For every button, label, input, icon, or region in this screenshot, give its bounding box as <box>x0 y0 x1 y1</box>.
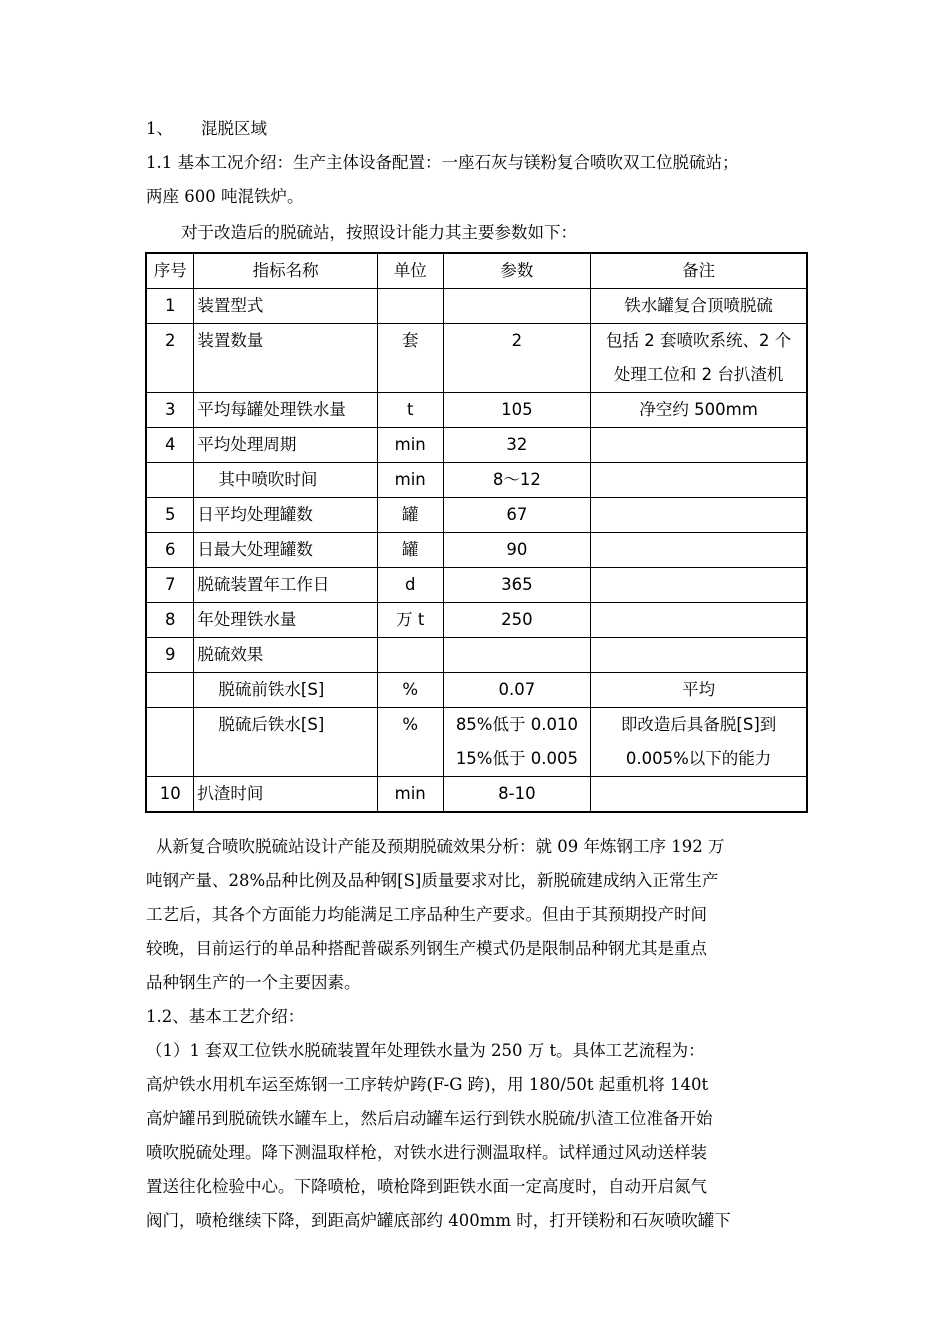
cell-note <box>591 708 807 777</box>
cell-param: 250 <box>443 603 591 638</box>
cell-no: 10 <box>146 777 194 813</box>
cell-param: 105 <box>443 393 591 428</box>
cell-no: 4 <box>146 428 194 463</box>
text-line: 喷吹脱硫处理。降下测温取样枪，对铁水进行测温取样。试样通过风动送样装 <box>146 1143 707 1162</box>
table-row <box>146 568 807 603</box>
cell-no: 2 <box>146 324 194 393</box>
cell-no: 9 <box>146 638 194 673</box>
cell-param <box>443 638 591 673</box>
header-unit: 单位 <box>377 253 443 289</box>
cell-name: 日平均处理罐数 <box>194 498 377 533</box>
analysis-paragraph <box>146 830 814 1000</box>
table-row <box>146 777 807 813</box>
table-row <box>146 324 807 393</box>
cell-note <box>591 324 807 393</box>
table-row <box>146 673 807 708</box>
cell-note-line: 0.005%以下的能力 <box>625 749 772 768</box>
text-line: 阀门，喷枪继续下降，到距高炉罐底部约 400mm 时，打开镁粉和石灰喷吹罐下 <box>146 1211 731 1230</box>
header-no: 序号 <box>146 253 194 289</box>
cell-unit: min <box>377 428 443 463</box>
text-line: 高炉罐吊到脱硫铁水罐车上，然后启动罐车运行到铁水脱硫/扒渣工位准备开始 <box>146 1109 713 1128</box>
text-line: 品种钢生产的一个主要因素。 <box>146 973 361 992</box>
cell-no: 8 <box>146 603 194 638</box>
text-line: 吨钢产量、28%品种比例及品种钢[S]质量要求对比，新脱硫建成纳入正常生产 <box>146 871 719 890</box>
cell-note: 铁水罐复合顶喷脱硫 <box>591 289 807 324</box>
cell-unit <box>377 638 443 673</box>
text-line: 工艺后，其各个方面能力均能满足工序品种生产要求。但由于其预期投产时间 <box>146 905 707 924</box>
section-number: 1、 <box>146 119 173 138</box>
intro-line-1: 1.1 基本工况介绍：生产主体设备配置：一座石灰与镁粉复合喷吹双工位脱硫站； <box>146 153 739 172</box>
cell-no: 5 <box>146 498 194 533</box>
cell-note <box>591 428 807 463</box>
table-row <box>146 498 807 533</box>
cell-unit: 罐 <box>377 533 443 568</box>
cell-param: 2 <box>443 324 591 393</box>
cell-unit: 万 t <box>377 603 443 638</box>
cell-no <box>146 673 194 708</box>
cell-unit: % <box>377 708 443 777</box>
cell-name: 脱硫效果 <box>194 638 377 673</box>
cell-param: 0.07 <box>443 673 591 708</box>
cell-note <box>591 603 807 638</box>
cell-name: 平均每罐处理铁水量 <box>194 393 377 428</box>
cell-param: 67 <box>443 498 591 533</box>
cell-no: 7 <box>146 568 194 603</box>
text-line: 从新复合喷吹脱硫站设计产能及预期脱硫效果分析：就 09 年炼钢工序 192 万 <box>156 837 725 856</box>
cell-unit: t <box>377 393 443 428</box>
table-row <box>146 708 807 777</box>
cell-name: 日最大处理罐数 <box>194 533 377 568</box>
cell-note: 净空约 500mm <box>591 393 807 428</box>
cell-param-line: 85%低于 0.010 <box>455 715 578 734</box>
cell-note <box>591 638 807 673</box>
cell-no: 1 <box>146 289 194 324</box>
cell-param: 365 <box>443 568 591 603</box>
table-header-row <box>146 253 807 289</box>
cell-note: 平均 <box>591 673 807 708</box>
cell-name: 平均处理周期 <box>194 428 377 463</box>
table-row <box>146 603 807 638</box>
cell-name: 脱硫前铁水[S] <box>194 673 377 708</box>
cell-no <box>146 708 194 777</box>
subsection-heading: 1.2、基本工艺介绍： <box>146 1007 305 1026</box>
cell-param: 32 <box>443 428 591 463</box>
intro-line-2: 两座 600 吨混铁炉。 <box>146 187 304 206</box>
cell-name: 装置型式 <box>194 289 377 324</box>
cell-name: 装置数量 <box>194 324 377 393</box>
cell-note-line: 即改造后具备脱[S]到 <box>620 715 777 734</box>
cell-unit: d <box>377 568 443 603</box>
table-row <box>146 289 807 324</box>
cell-note-line: 处理工位和 2 台扒渣机 <box>613 365 784 384</box>
cell-unit: min <box>377 463 443 498</box>
table-lead: 对于改造后的脱硫站，按照设计能力其主要参数如下： <box>181 223 577 242</box>
cell-param: 8-10 <box>443 777 591 813</box>
cell-note <box>591 463 807 498</box>
header-name: 指标名称 <box>194 253 377 289</box>
cell-param: 90 <box>443 533 591 568</box>
table-row <box>146 463 807 498</box>
table-row <box>146 428 807 463</box>
text-line: （1）1 套双工位铁水脱硫装置年处理铁水量为 250 万 t。具体工艺流程为： <box>146 1041 705 1060</box>
cell-name: 脱硫装置年工作日 <box>194 568 377 603</box>
cell-param-line: 15%低于 0.005 <box>455 749 578 768</box>
cell-note <box>591 568 807 603</box>
cell-param: 8～12 <box>443 463 591 498</box>
cell-note <box>591 498 807 533</box>
cell-name: 扒渣时间 <box>194 777 377 813</box>
cell-name: 其中喷吹时间 <box>194 463 377 498</box>
header-param: 参数 <box>443 253 591 289</box>
cell-unit: min <box>377 777 443 813</box>
table-row <box>146 393 807 428</box>
table-row <box>146 533 807 568</box>
cell-name: 脱硫后铁水[S] <box>194 708 377 777</box>
cell-unit: % <box>377 673 443 708</box>
section-title: 混脱区域 <box>201 119 267 138</box>
cell-note <box>591 777 807 813</box>
cell-param <box>443 708 591 777</box>
text-line: 置送往化检验中心。下降喷枪，喷枪降到距铁水面一定高度时，自动开启氮气 <box>146 1177 707 1196</box>
cell-unit: 罐 <box>377 498 443 533</box>
text-line: 高炉铁水用机车运至炼钢一工序转炉跨(F-G 跨)，用 180/50t 起重机将 140t <box>146 1075 709 1094</box>
cell-name: 年处理铁水量 <box>194 603 377 638</box>
table-row <box>146 638 807 673</box>
cell-no: 3 <box>146 393 194 428</box>
cell-unit: 套 <box>377 324 443 393</box>
cell-note-line: 包括 2 套喷吹系统、2 个 <box>605 331 792 350</box>
cell-param <box>443 289 591 324</box>
process-paragraph <box>146 1034 814 1238</box>
header-note: 备注 <box>591 253 807 289</box>
parameters-table <box>145 252 808 813</box>
cell-no <box>146 463 194 498</box>
cell-unit <box>377 289 443 324</box>
cell-no: 6 <box>146 533 194 568</box>
text-line: 较晚，目前运行的单品种搭配普碳系列钢生产模式仍是限制品种钢尤其是重点 <box>146 939 707 958</box>
cell-note <box>591 533 807 568</box>
